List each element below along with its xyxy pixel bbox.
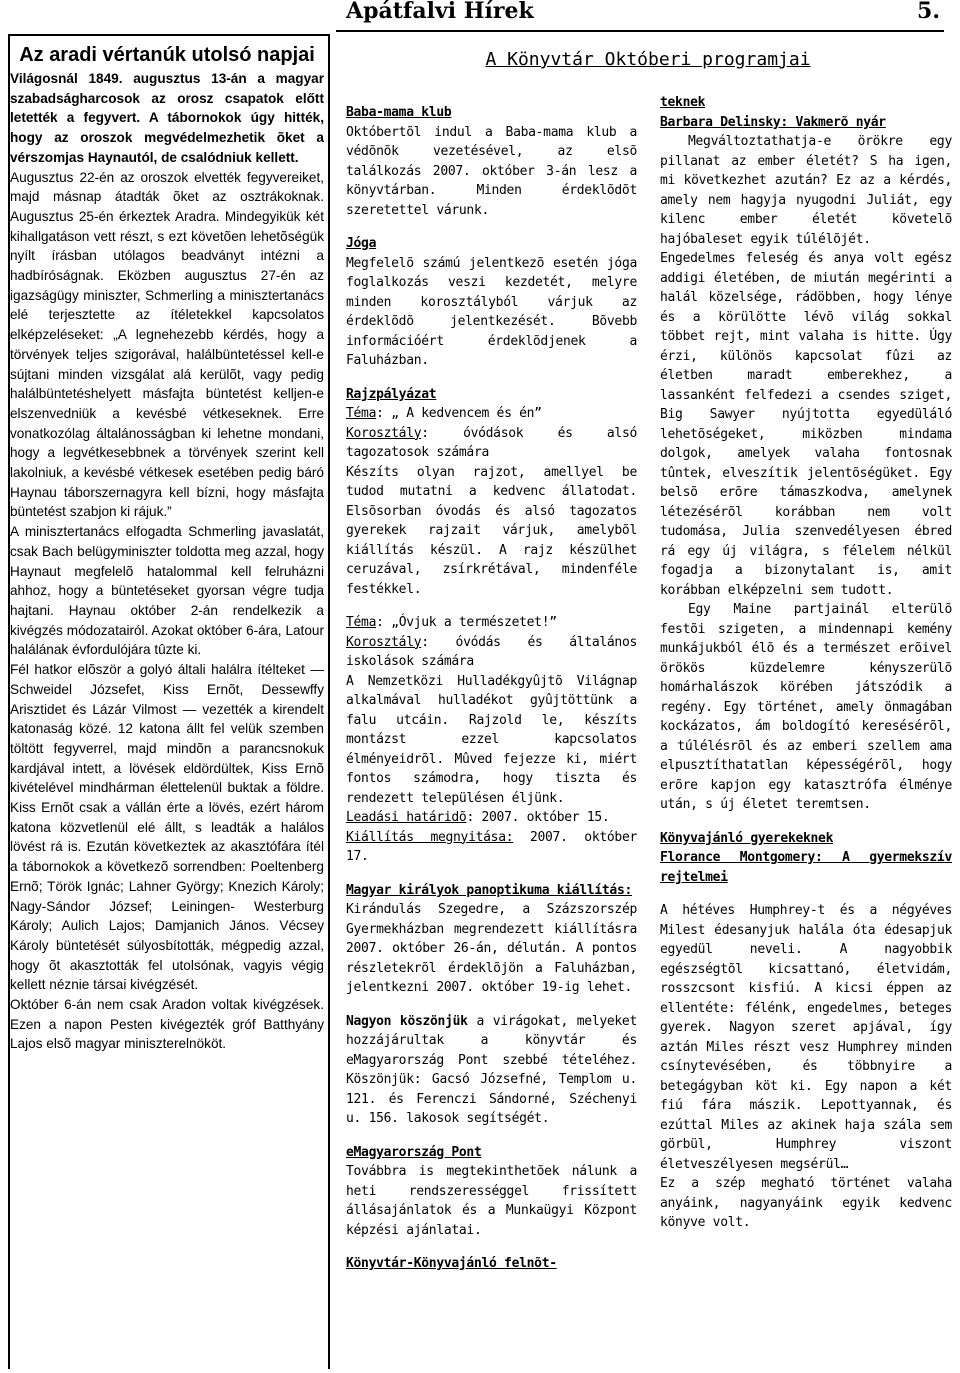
delinsky-paragraph: Megváltoztathatja-e örökre egy pillanat az ember életét? S ha igen, mi következhet azután? Ez az a kérdés, amely nem hagyja nyugodni Juliát, egy kilenc ember életét követelõ hajóbaleset egyik túlélõjét. bbox=[660, 134, 952, 247]
panoptikum-text: Kirándulás Szegedre, a Százszorszép Gyermekházban megrendezett kiállításra 2007. október 26-án, délután. A pontos részletekrõl érdeklõjön a Faluházban, jelentkezni 2007. október 19-ig lehet. bbox=[346, 902, 637, 995]
felnott-konyvajanlo-heading-cont: teknek bbox=[660, 95, 706, 110]
delinsky-paragraph: Egy Maine partjainál elterülõ festõi szigeten, a mindennapi kemény munkájukból élõ és a természet erõivel örökös küzdelemre kényszerülõ homárhalászok körében játszódik a regény. Egy történet, amely önmagában kockázatos, ám boldogító keresésérõl, a túlélésrõl és az emberi szellem ama elpusztíthatatlan képességérõl, hogy erõre kapjon egy katasztrófa élménye után, s új életet teremtsen. bbox=[660, 602, 952, 812]
program-title: A Könyvtár Októberi programjai bbox=[485, 49, 811, 70]
rajz-heading: Rajzpályázat bbox=[346, 386, 437, 402]
koszonjuk-text: Nagyon köszönjük a virágokat, melyeket hozzájárultak a könyvtár és eMagyarország Pont szebbé tételéhez. Köszönjük: Gacsó Józsefné, Templom u. 121. és Ferenczi Sándorné, Széchenyi u. 156. lakosok segítségét. bbox=[346, 1013, 637, 1126]
page-number: 5. bbox=[917, 0, 940, 24]
article-paragraph: Október 6-án nem csak Aradon voltak kivégzések. Ezen a napon Pesten kivégezték gróf Batthyány Lajos elsõ magyar miniszterelnököt. bbox=[10, 997, 324, 1052]
babamama-text: Októbertõl indul a Baba-mama klub a védõnõk vezetésével, az elsõ találkozás 2007. október 3-án lesz a könyvtárban. Minden érdeklõdõt szeretettel várunk. bbox=[346, 124, 637, 218]
felnott-konyvajanlo-heading: Könyvtár-Könyvajánló felnõt- bbox=[346, 1256, 557, 1271]
program-column-middle bbox=[346, 103, 637, 1363]
emagyar-heading: eMagyarország Pont bbox=[346, 1144, 482, 1160]
rajz-hatarido: Leadási határidõ: 2007. október 15. bbox=[346, 810, 610, 825]
joga-text: Megfelelõ számú jelentkezõ esetén jóga foglalkozás veszi kezdetét, melyre minden korosztályból várjuk az érdeklõdõ jelentkezését. Bõvebb információért érdeklõdjenek a Faluházban. bbox=[346, 255, 637, 368]
article-paragraph: Fél hatkor elõször a golyó általi halálra ítélteket — Schweidel Józsefet, Kiss Ernõt, Dessewffy Arisztidet és Lázár Vilmost — vezették a kirendelt katonaság közé. 12 katona állt fel velük szemben töltött fegyverrel, majd mindõn a parancsnokuk kardjával intett, a lövések eldördültek, Kiss Ernõ kivételével mindhárman élettelenül buktak a földre. Kiss Ernõt csak a vállán érte a lövés, ezért három katona közvetlenül elé állt, s leadták a halálos lövést rá is. Ezután következtek az akasztófára ítél a tábornokok a következõ sorrendben: Poeltenberg Ernõ; Török Ignác; Lahner György; Knezich Károly; Nagy-Sándor József; Leiningen- Westerburg Károly; Aulich Lajos; Damjanich János. Vécsey Károly büntetését súlyosbították, mégpedig azzal, hogy õt akasztották fel utolsónak, vagyis végig kellett néznie társai kivégzését. bbox=[10, 662, 324, 993]
joga-heading: Jóga bbox=[346, 236, 377, 251]
montgomery-heading: Florance Montgomery: A gyermekszív rejtelmei bbox=[660, 850, 952, 885]
babamama-heading: Baba-mama klub bbox=[346, 105, 452, 120]
montgomery-paragraph: A hétéves Humphrey-t és a négyéves Milest édesanyjuk halála óta édesapjuk egyedül neveli. A nagyobbik egészségtõl kicsattanó, életvidám, rosszcsont kisfiú. A kicsi éppen az ellentéte: félénk, engedelmes, beteges gyerek. Nagyon szeret apjával, így aztán Miles részt vesz Humphrey minden csínytevésében, és többnyire a betegágyban köt ki. Egy napon a két fiú fára mászik. Lepottyannak, és ezúttal Miles az akinek haja szála sem görbül, Humphrey viszont életveszélyesen megsérül… bbox=[660, 903, 952, 1172]
rajz-tema-1: Téma: „ A kedvencem és én” bbox=[346, 406, 542, 421]
article-paragraph: A minisztertanács elfogadta Schmerling javaslatát, csak Bach belügyminiszter toldotta meg azzal, hogy Haynaut megfelelõ hatalommal kell felruházni ahhoz, hogy a büntetéseket gyorsan végre tudja hajtani. Haynau október 2-án rendelkezik a kivégzés módozatairól. Azokat október 6-ára, Latour halálának évfordulójára tûzte ki. bbox=[10, 524, 324, 658]
article-paragraph: Világosnál 1849. augusztus 13-án a magyar szabadságharcosok az orosz csapatok előtt letették a fegyvert. A tábornokok úgy hitték, hogy az oroszok megvédelmezhetik õket a vérszomjas Haynautól, de csalódniuk kellett. bbox=[10, 71, 324, 165]
rajz-text-2: A Nemzetközi Hulladékgyûjtõ Világnap alkalmával hulladékot gyûjtöttünk a falu utcáin. Rajzold le, készíts montázst ezzel kapcsolatos élményeidrõl. Mûved fejezze ki, miért fontos számodra, hogy tiszta és rendezett településen éljünk. bbox=[346, 673, 637, 806]
program-column-right bbox=[660, 93, 952, 1363]
rajz-text-1: Készíts olyan rajzot, amellyel be tudod mutatni a kedvenc állatodat. Elsõsorban óvodás és alsó tagozatos gyerekek rajzait várjuk, amelybõl kiállítás készül. A rajz készülhet ceruzával, zsírkrétával, mindenféle festékkel. bbox=[346, 464, 637, 597]
montgomery-paragraph: Ez a szép megható történet valaha anyáink, nagyanyáink egyik kedvenc könyve volt. bbox=[660, 1176, 952, 1230]
delinsky-heading: Barbara Delinsky: Vakmerõ nyár bbox=[660, 114, 886, 130]
page-header bbox=[336, 0, 944, 32]
panoptikum-heading: Magyar királyok panoptikuma kiállítás: bbox=[346, 882, 633, 898]
rajz-korosztaly-1: Korosztály: óvódások és alsó tagozatosok számára bbox=[346, 425, 637, 460]
rajz-tema-2: Téma: „Óvjuk a természetet!” bbox=[346, 615, 557, 630]
gyermek-heading: Könyvajánló gyerekeknek bbox=[660, 830, 834, 846]
emagyar-text: Továbbra is megtekinthetõek nálunk a heti rendszerességgel frissített állásajánlatok és a Munkaügyi Központ képzési ajánlatai. bbox=[346, 1164, 637, 1238]
rajz-korosztaly-2: Korosztály: óvódás és általános iskolások számára bbox=[346, 634, 637, 669]
article-title: Az aradi vértanúk utolsó napjai bbox=[19, 44, 315, 66]
delinsky-paragraph: Engedelmes feleség és anya volt egész addigi életében, de miután megérinti a halál közelsége, rádöbben, hogy lénye és a körülötte lévõ világ sokkal többet rejt, mint valaha is hitte. Úgy érzi, különös kapcsolat fûzi az életben maradt emberekhez, a lassanként felfedezi a csendes sziget, Big Sawyer nyújtotta egyedüláló lehetõségeket, miközben mindama dolgok, amelyek valaha fontosnak tûntek, elveszítik jelentõségüket. Egy belsõ erõre támaszkodva, amelynek létezésérõl korábban nem volt tudomása, Julia szenvedélyesen ébred rá egy új világra, s félelem nélkül fogadja a bizonytalant is, amit korábban elképzelni sem tudott. bbox=[660, 251, 952, 598]
rajz-megnyitas: Kiállítás megnyitása: 2007. október 17. bbox=[346, 829, 637, 864]
newspaper-title: Apátfalvi Hírek bbox=[346, 0, 534, 24]
article-paragraph: Augusztus 22-én az oroszok elvették fegyvereiket, majd másnap átadták õket az osztrákoknak. Augusztus 25-én érkeztek Aradra. Mindegyikük két kihallgatáson vett részt, s ezt követõen lehetõségük nyílt írásban utólagos beadványt intézni a hadbíróságnak. Eközben augusztus 27-én az igazságügy miniszter, Schmerling a minisztertanács elé terjesztette az ítéletekkel kapcsolatos elképzeléseket: „A legnehezebb kérdés, hogy a törvények teljes szigorával, halálbüntetéssel kell-e sújtani minden vizsgálat alá kerülõt, vagy pedig halálbüntetéshelyett másfajta büntetést kelljen-e elszenvedniük a kevésbé vétkeseknek. Erre vonatkozólag általánosságban ki lehetne mondani, hogy a legvétkesebbnek a törvények szerint kell lakolniuk, a kevésbé vétkesek esetében pedig báró Haynau táborszernagyra kell bízni, hogy másfajta büntetést szabjon ki rájuk.” bbox=[10, 169, 324, 520]
aradi-article bbox=[8, 34, 330, 1369]
